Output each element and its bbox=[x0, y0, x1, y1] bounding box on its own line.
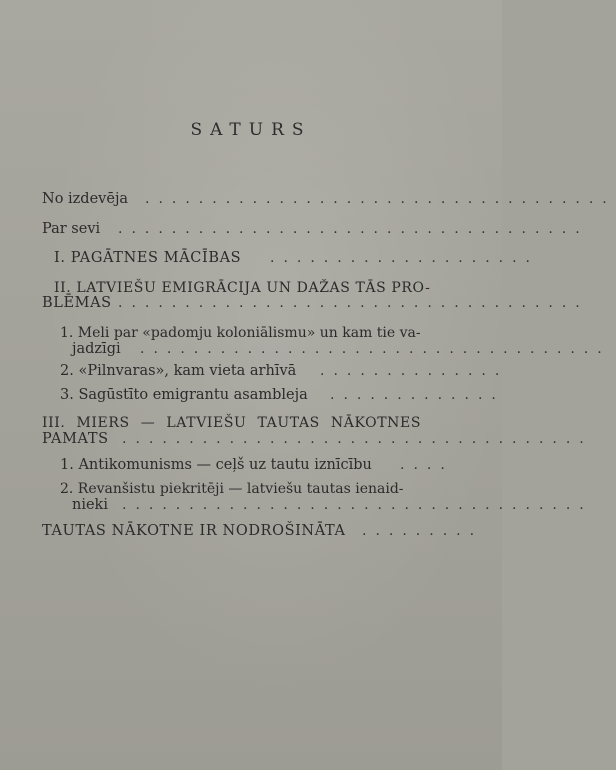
toc-entry-title: TAUTAS NĀKOTNE IR NODROŠINĀTA bbox=[42, 523, 346, 539]
toc-entry-title: I. PAGĀTNES MĀCĪBAS bbox=[54, 250, 242, 266]
dot-leader: ................................... bbox=[118, 221, 589, 237]
toc-entry-title: No izdevēja bbox=[42, 191, 129, 207]
toc-entry-title: II. LATVIEŠU EMIGRĀCIJA UN DAŽAS TĀS PRO- bbox=[54, 280, 431, 296]
toc-entry-title: III. MIERS — LATVIEŠU TAUTAS NĀKOTNES bbox=[42, 415, 422, 431]
dot-leader: .............. bbox=[320, 363, 509, 379]
dot-leader: ......... bbox=[362, 523, 484, 539]
dot-leader: ................................... bbox=[122, 497, 593, 513]
dot-leader: .................... bbox=[270, 250, 540, 266]
toc-entry-title-cont: PAMATS bbox=[42, 431, 109, 447]
toc-entry-title: 1. Meli par «padomju koloniālismu» un kam tie va- bbox=[60, 325, 421, 341]
toc-entry-title: Par sevi bbox=[42, 221, 101, 237]
page-title: SATURS bbox=[190, 120, 312, 140]
toc-entry-title: 1. Antikomunisms — ceļš uz tautu iznīcību bbox=[60, 457, 372, 473]
toc-entry-title-cont: nieki bbox=[72, 497, 108, 513]
toc-entry-title-cont: BLĒMAS bbox=[42, 295, 112, 311]
toc-entry-title: 2. Revanšistu piekritēji — latviešu tautas ienaid- bbox=[60, 481, 404, 497]
dot-leader: ................................... bbox=[118, 295, 589, 311]
dot-leader: ............. bbox=[330, 387, 505, 403]
dot-leader: ................................... bbox=[145, 191, 616, 207]
toc-entry-title: 3. Sagūstīto emigrantu asambleja bbox=[60, 387, 308, 403]
dot-leader: ................................... bbox=[122, 431, 593, 447]
toc-entry-title-cont: jadzīgi bbox=[72, 341, 121, 357]
dot-leader: .... bbox=[400, 457, 454, 473]
dot-leader: ................................... bbox=[140, 341, 611, 357]
toc-entry-title: 2. «Pilnvaras», kam vieta arhīvā bbox=[60, 363, 297, 379]
